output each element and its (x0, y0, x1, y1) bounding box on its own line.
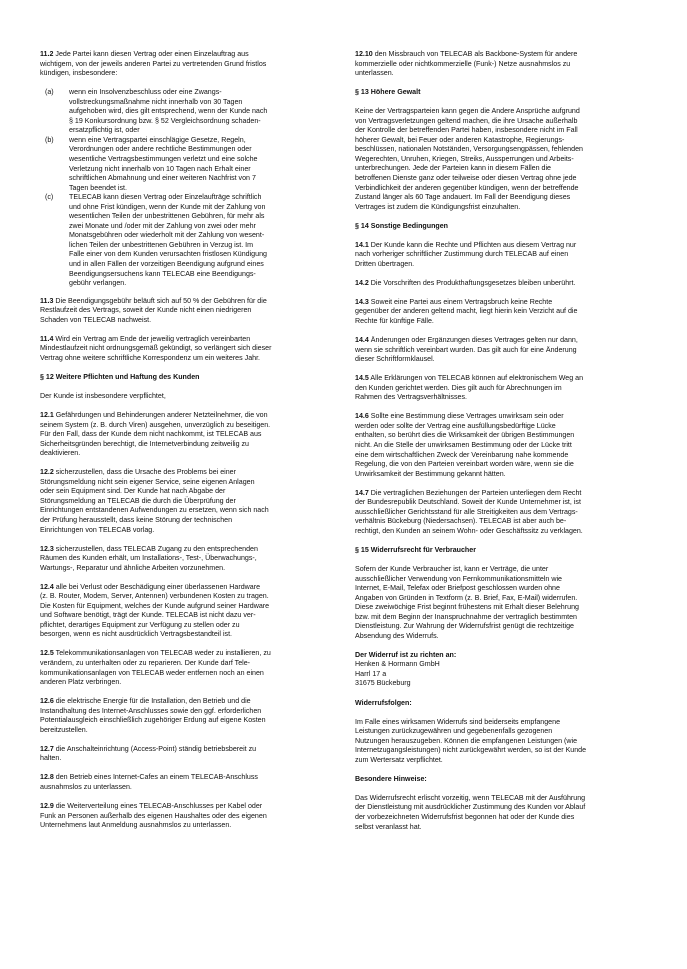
clause-14-1: 14.1 Der Kunde kann die Rechte und Pflichten aus diesem Vertrag nur nach vorheriger schriftlicher Zustimmung durch TELECAB auf einen Dritten übertragen. (355, 240, 577, 268)
termination-reasons-list (40, 88, 341, 288)
section-12-intro: Der Kunde ist insbesondere verpflichtet, (40, 391, 166, 400)
list-item: (a) wenn ein Insolvenzbeschluss oder eine Zwangs- vollstreckungsmaßnahme nicht innerhalb von 30 Tagen aufgehoben wird, dies gilt entsprechend, wenn der Kunde nach § 19 Konkursordnung bzw. § 52 Vergleichsordnung schaden- ersatzpflichtig ist, oder (45, 88, 268, 135)
withdrawal-address: Henken & Hormann GmbH Harrl 17 a 31675 Bückeburg (355, 660, 440, 688)
clause-11-2: 11.2 Jede Partei kann diesen Vertrag oder einen Einzelauftrag aus wichtigem, von der jeweils anderen Partei zu vertretenden Grund fristlos kündigen, insbesondere: (40, 50, 267, 78)
clause-14-5: 14.5 Alle Erklärungen von TELECAB können auf elektronischem Weg an den Kunden gerichtet werden. Dies gilt auch für Abrechnungen im Rahmen des Vertragsverhältnisses. (355, 374, 584, 402)
clause-12-2: 12.2 sicherzustellen, dass die Ursache des Problems bei einer Störungsmeldung nicht sein eigener Service, seine eigenen Anlagen oder sein Equipment sind. Der Kunde hat nach Abgabe der Störungsmeldung an TELECAB die durch die Überprüfung der Einrichtungen entstandenen Aufwendungen zu ersetzen, wenn sich nach der Prüfung herausstellt, dass keine Störung der technischen Einrichtungen von TELECAB vorlag. (40, 468, 269, 534)
clause-12-6: 12.6 die elektrische Energie für die Installation, den Betrieb und die Instandhaltung des Internet-Anschlusses sowie den ggf. erforderlichen Potentialausgleich einschließlich zugehöriger Erdung auf eigene Kosten bereitzustellen. (40, 697, 266, 734)
clause-14-3: 14.3 Soweit eine Partei aus einem Vertragsbruch keine Rechte gegenüber der anderen geltend macht, liegt hierin kein Verzicht auf die Rechte für künftige Fälle. (355, 297, 578, 326)
clause-12-10: 12.10 den Missbrauch von TELECAB als Backbone-System für andere kommerzielle oder nichtkommerzielle (Funk-) Netze ausnahmslos zu unterlassen. (355, 50, 578, 78)
list-item: (c) TELECAB kann diesen Vertrag oder Einzelaufträge schriftlich und ohne Frist kündigen, wenn der Kunde mit der Zahlung von wesentlichen Teilen der unbestrittenen Gebühren, für mehr als zwei Monate und /oder mit der Zahlung von zwei oder mehr Monatsgebühren oder wiederholt mit der Zahlung von wesent- lichen Teilen der unbestrittenen Gebühren in Verzug ist. Im Falle einer von dem Kunden verursachten fristlosen Kündigung und in allen Fällen der vorzeitigen Beendigung aufgrund eines Beendigungsersuchens kann TELECAB eine Beendigungs- gebühr verlangen. (45, 193, 267, 288)
clause-12-5: 12.5 Telekommunikationsanlagen von TELECAB weder zu installieren, zu verändern, zu unterhalten oder zu reparieren. Der Kunde darf Tele- kommunikationsanlagen von TELECAB weder entfernen noch an einen anderen Platz verbringen. (40, 649, 271, 687)
clause-12-8: 12.8 den Betrieb eines Internet-Cafes an einem TELECAB-Anschluss ausnahmslos zu unterlassen. (40, 773, 258, 791)
right-column (355, 50, 656, 842)
clause-14-6: 14.6 Sollte eine Bestimmung diese Vertrages unwirksam sein oder werden oder sollte der Vertrag eine ausfüllungsbedürftige Lücke enthalten, so berührt dies die Wirksamkeit der übrigen Bestimmungen nicht. An die Stelle der unwirksamen Bestimmung oder der Lücke tritt eine dem wirtschaftlichen Zweck der Vereinbarung nahe kommende Regelung, die von den Parteien vereinbart worden wäre, wenn sie die Unwirksamkeit der Bestimmung gekannt hätten. (355, 412, 575, 478)
section-12-heading: § 12 Weitere Pflichten und Haftung des Kunden (40, 372, 200, 381)
clause-12-1: 12.1 Gefährdungen und Behinderungen anderer Netzteilnehmer, die von seinem System (z. B. durch Viren) ausgehen, unverzüglich zu beseitigen. Für den Fall, dass der Kunde dem nicht nachkommt, ist TELECAB aus Sicherheitsgründen berechtigt, die Internetverbindung zeitweilig zu deaktivieren. (40, 411, 271, 458)
special-notes-heading: Besondere Hinweise: (355, 774, 427, 783)
two-column-layout (40, 50, 657, 842)
section-15-heading: § 15 Widerrufsrecht für Verbraucher (355, 545, 476, 554)
section-14-heading: § 14 Sonstige Bedingungen (355, 221, 449, 230)
clause-11-3: 11.3 Die Beendigungsgebühr beläuft sich auf 50 % der Gebühren für die Restlaufzeit des Vertrags, soweit der Kunde nicht einen niedrigeren Schaden von TELECAB nachweist. (40, 296, 267, 324)
section-15-text: Sofern der Kunde Verbraucher ist, kann er Verträge, die unter ausschließlicher Verwendung von Fernkommunikationsmitteln wie Internet, E-Mail, Telefax oder Briefpost geschlossen wurden ohne Angaben von Gründen in Textform (z. B. Brief, Fax, E-Mail) widerrufen. Diese zweiwöchige Frist beginnt frühestens mit Erhalt dieser Belehrung bzw. mit dem Beginn der Inanspruchnahme der vertraglich bestimmten Dienstleistung. Zur Wahrung der Widerrufsfrist genügt die rechtzeitige Absendung des Widerrufs. (355, 564, 579, 640)
clause-14-7: 14.7 Die vertraglichen Beziehungen der Parteien unterliegen dem Recht der Bundesrepublik Deutschland. Soweit der Kunde Unternehmer ist, ist ausschließlicher Gerichtsstand für alle Streitigkeiten aus dem Vertrags- verhältnis Bückeburg (Niedersachsen). TELECAB ist aber auch be- rechtigt, den Kunden an seinem Wohn- oder Geschäftssitz zu verklagen. (355, 488, 583, 535)
left-column (40, 50, 341, 842)
clause-14-2: 14.2 Die Vorschriften des Produkthaftungsgesetzes bleiben unberührt. (355, 278, 576, 287)
clause-12-9: 12.9 die Weiterverteilung eines TELECAB-Anschlusses per Kabel oder Funk an Personen außerhalb des eigenen Haushaltes oder des eigenen Unternehmens laut Anmeldung ausnahmslos zu unterlassen. (40, 802, 267, 830)
clause-14-4: 14.4 Änderungen oder Ergänzungen dieses Vertrages gelten nur dann, wenn sie schriftlich vereinbart wurden. Das gilt auch für eine Änderung dieser Schriftformklausel. (355, 336, 578, 364)
list-item: (b) wenn eine Vertragspartei einschlägige Gesetze, Regeln, Verordnungen oder andere rechtliche Bestimmungen oder wesentliche Vertragsbestimmungen verletzt und eine solche Verletzung nicht innerhalb von 10 Tagen nach Erhalt einer schriftlichen Abmahnung und einer weiteren Nachfrist von 7 Tagen beendet ist. (45, 135, 258, 192)
special-notes-text: Das Widerrufsrecht erlischt vorzeitig, wenn TELECAB mit der Ausführung der Dienstleistung mit ausdrücklicher Zustimmung des Kunden vor Ablauf der vorbezeichneten Widerrufsfrist begonnen hat oder der Kunde dies selbst veranlasst hat. (355, 793, 586, 831)
withdrawal-consequences-heading: Widerrufsfolgen: (355, 698, 412, 707)
withdrawal-consequences-text: Im Falle eines wirksamen Widerrufs sind beiderseits empfangene Leistungen zurückzugewähren und gegebenenfalls gezogenen Nutzungen herauszugeben. Können die empfangenen Leistungen (wie Internetzugangsleistungen) nicht zurückgewährt werden, so ist der Kunde zum Wertersatz verpflichtet. (355, 717, 587, 764)
clause-12-3: 12.3 sicherzustellen, dass TELECAB Zugang zu den entsprechenden Räumen des Kunden erhält, um Installations-, Test-, Überwachungs-, Wartungs-, Reparatur und ähnliche Arbeiten vorzunehmen. (40, 544, 258, 572)
clause-11-4: 11.4 Wird ein Vertrag am Ende der jeweilig vertraglich vereinbarten Mindestlaufzeit nicht ordnungsgemäß gekündigt, so verlängert sich dieser Vertrag ohne weitere schriftliche Korrespondenz um ein weiteres Jahr. (40, 334, 272, 362)
section-13-text: Keine der Vertragsparteien kann gegen die Andere Ansprüche aufgrund von Vertragsverletzungen geltend machen, die ihre Ursache außerhalb der Kontrolle der betreffenden Partei haben, insbesondere nicht im Fall höherer Gewalt, bei Feuer oder anderen Katastrophe, Regierungs- beschlüssen, nationalen Notständen, Versorgungsengpässen, fehlenden Wegerechten, Unruhen, Kriegen, Streiks, Aussperrungen und Arbeits- unterbrechungen. Jede der Parteien kann in diesem Fällen die betroffenen Dienste ganz oder teilweise oder diesen Vertrag ohne jede Verbindlichkeit der anderen gegenüber kündigen, wenn der betreffende Zustand länger als 60 Tage andauert. Im Fall der Beendigung dieses Vertrages ist zudem die Kündigungsfrist einzuhalten. (355, 107, 583, 211)
withdrawal-address-heading: Der Widerruf ist zu richten an: (355, 650, 457, 659)
section-13-heading: § 13 Höhere Gewalt (355, 88, 421, 97)
clause-12-7: 12.7 die Anschalteinrichtung (Access-Point) ständig betriebsbereit zu halten. (40, 744, 257, 763)
clause-12-4: 12.4 alle bei Verlust oder Beschädigung einer überlassenen Hardware (z. B. Router, Modem, Server, Antennen) verbundenen Kosten zu tragen. Die Kosten für Equipment, welches der Kunde aufgrund seiner Hardware und Software benötigt, trägt der Kunde. TELECAB ist nicht dazu ver- pflichtet, derartiges Equipment zur Verfügung zu stellen oder zu besorgen, wenn es nicht ausdrücklich Vertragsbestandteil ist. (40, 582, 270, 639)
